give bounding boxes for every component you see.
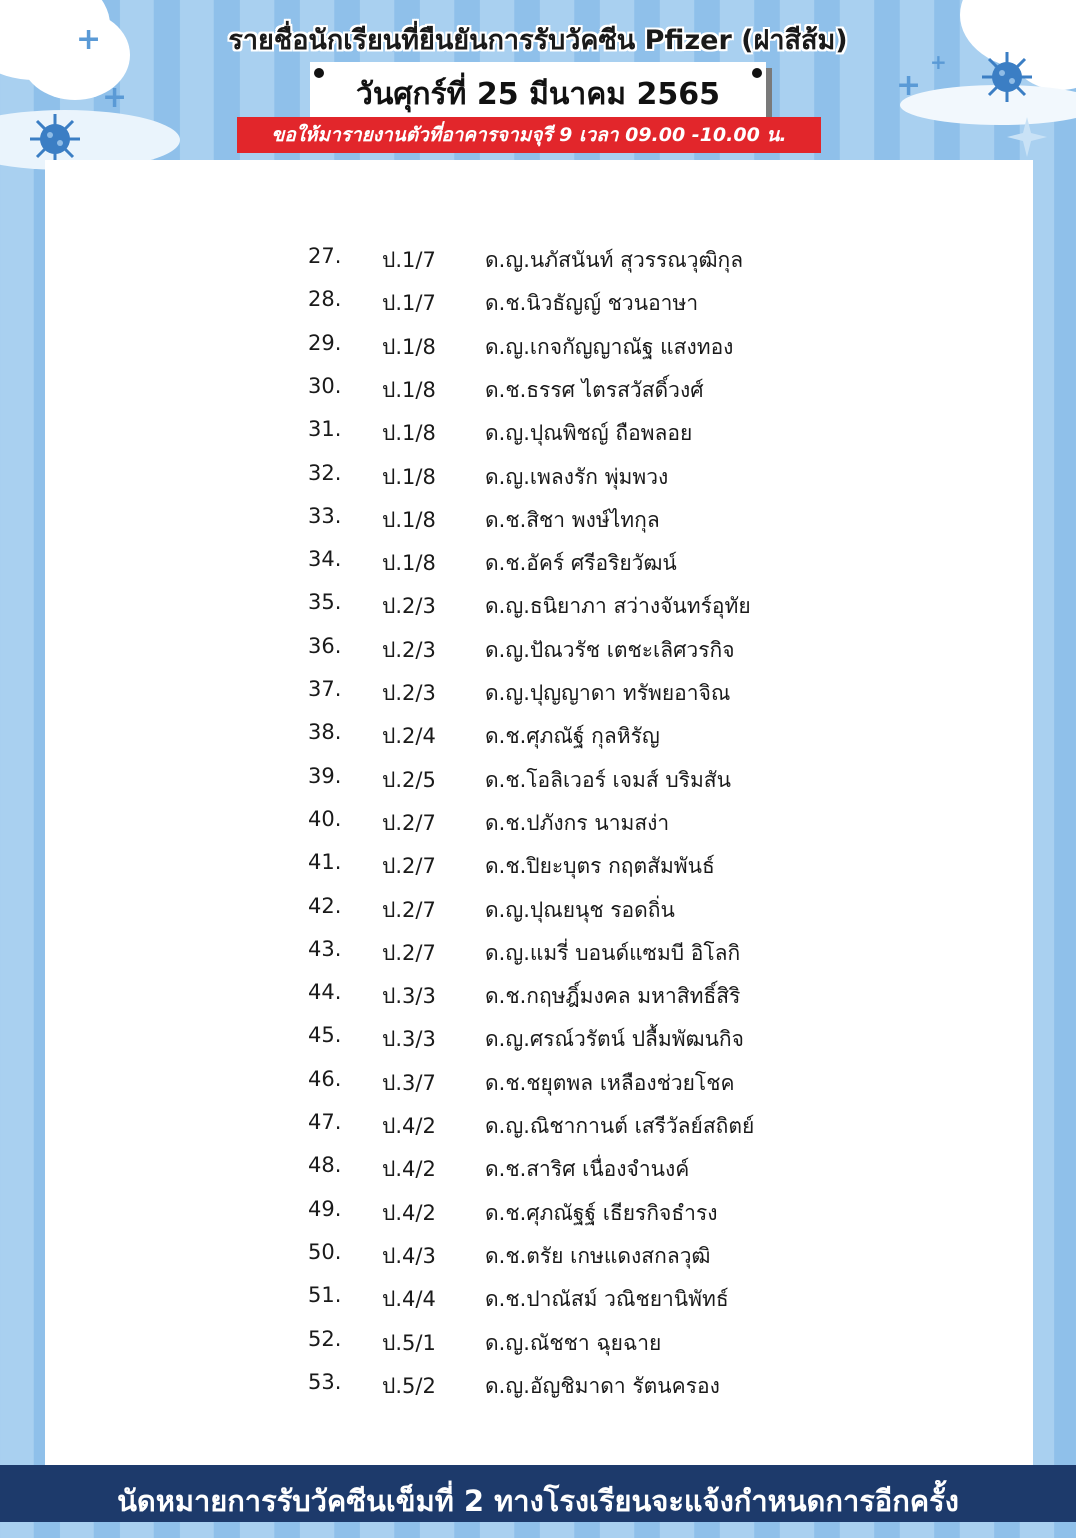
student-list: [45, 160, 1033, 1465]
student-number: 35.: [308, 590, 342, 615]
student-number: 53.: [308, 1369, 342, 1394]
student-number: 33.: [308, 503, 342, 528]
list-item: [45, 1023, 1033, 1063]
student-class: ป.2/4: [382, 724, 436, 749]
student-name: ด.ญ.ปัณวรัช เตชะเลิศวรกิจ: [485, 637, 735, 662]
student-name: ด.ช.กฤษฎิ์มงคล มหาสิทธิ์สิริ: [485, 984, 741, 1009]
student-number: 27.: [308, 244, 342, 268]
student-class: ป.3/3: [382, 1027, 436, 1052]
student-name: ด.ช.ศุภณัฐ์ กุลหิรัญ: [485, 724, 660, 749]
student-number: 29.: [308, 330, 342, 355]
student-name: ด.ญ.เกจกัญญาณัฐ แสงทอง: [485, 334, 734, 359]
plus-sparkle-icon: +: [76, 22, 102, 57]
student-number: 49.: [308, 1196, 342, 1221]
page-title: รายชื่อนักเรียนที่ยืนยันการรับวัคซีน Pfizer (ฝาสีส้ม): [228, 25, 848, 56]
list-item: [45, 720, 1033, 760]
list-item: [45, 1067, 1033, 1107]
student-name: ด.ช.ตรัย เกษแดงสกลวุฒิ: [485, 1243, 711, 1268]
list-item: [45, 1110, 1033, 1150]
list-item: [45, 331, 1033, 371]
student-number: 52.: [308, 1326, 342, 1351]
student-class: ป.4/3: [382, 1243, 436, 1268]
student-number: 44.: [308, 980, 342, 1005]
student-class: ป.1/8: [382, 551, 436, 576]
student-number: 37.: [308, 677, 342, 701]
student-number: 47.: [308, 1110, 342, 1134]
student-class: ป.1/8: [382, 377, 436, 402]
student-number: 36.: [308, 633, 342, 658]
student-number: 51.: [308, 1283, 342, 1308]
student-number: 45.: [308, 1023, 342, 1048]
list-item: [45, 1370, 1033, 1410]
student-class: ป.5/1: [382, 1330, 436, 1355]
list-item: [45, 1327, 1033, 1367]
student-class: ป.4/2: [382, 1200, 436, 1225]
student-class: ป.2/7: [382, 940, 436, 965]
list-item: [45, 677, 1033, 717]
student-name: ด.ญ.ปุณพิชญ์ ถือพลอย: [485, 421, 693, 446]
student-name: ด.ช.ศุภณัฐฐ์ เธียรกิจธำรง: [485, 1200, 718, 1225]
instruction-banner: ขอให้มารายงานตัวที่อาคารจามจุรี 9 เวลา 09.00 -10.00 น.: [237, 117, 821, 153]
student-class: ป.2/3: [382, 681, 436, 705]
student-class: ป.2/3: [382, 594, 436, 619]
student-class: ป.2/7: [382, 897, 436, 922]
student-name: ด.ช.สาริศ เนื่องจำนงค์: [485, 1157, 690, 1182]
student-class: ป.1/8: [382, 507, 436, 532]
student-number: 48.: [308, 1153, 342, 1178]
list-item: [45, 980, 1033, 1020]
student-class: ป.2/7: [382, 854, 436, 879]
plus-sparkle-icon: +: [930, 50, 947, 74]
student-name: ด.ช.อัคร์ ศรีอริยวัฒน์: [485, 551, 677, 576]
student-name: ด.ญ.นภัสนันท์ สุวรรณวุฒิกุล: [485, 248, 744, 272]
list-item: [45, 547, 1033, 587]
student-name: ด.ช.ปิยะบุตร กฤตสัมพันธ์: [485, 854, 715, 879]
student-class: ป.3/3: [382, 984, 436, 1009]
student-class: ป.4/2: [382, 1157, 436, 1182]
list-item: [45, 590, 1033, 630]
student-number: 32.: [308, 460, 342, 485]
student-name: ด.ช.สิชา พงษ์ไทกุล: [485, 507, 660, 532]
student-name: ด.ช.ธรรศ ไตรสวัสดิ์วงศ์: [485, 377, 704, 402]
student-class: ป.1/7: [382, 291, 436, 316]
student-number: 43.: [308, 936, 342, 961]
student-name: ด.ญ.ณิชากานต์ เสรีวัลย์สถิตย์: [485, 1114, 755, 1138]
student-number: 50.: [308, 1239, 342, 1264]
virus-icon: [28, 112, 82, 166]
list-item: [45, 417, 1033, 457]
date-box: [310, 62, 766, 120]
student-name: ด.ช.ปาณัสม์ วณิชยานิพัทธ์: [485, 1287, 729, 1312]
student-class: ป.1/8: [382, 464, 436, 489]
student-class: ป.5/2: [382, 1373, 436, 1398]
student-number: 46.: [308, 1066, 342, 1091]
list-item: [45, 634, 1033, 674]
student-number: 41.: [308, 850, 342, 875]
student-name: ด.ช.ปภังกร นามสง่า: [485, 810, 670, 835]
list-item: [45, 244, 1033, 284]
list-item: [45, 764, 1033, 804]
student-name: ด.ญ.ศรณ์วรัตน์ ปลื้มพัฒนกิจ: [485, 1027, 744, 1052]
list-item: [45, 287, 1033, 327]
plus-sparkle-icon: +: [102, 80, 128, 115]
student-class: ป.2/5: [382, 767, 436, 792]
student-number: 30.: [308, 373, 342, 398]
list-item: [45, 1240, 1033, 1280]
student-name: ด.ญ.เพลงรัก พุ่มพวง: [485, 464, 669, 489]
student-name: ด.ญ.ปุณยนุช รอดถิ่น: [485, 897, 675, 922]
student-name: ด.ญ.อัญชิมาดา รัตนครอง: [485, 1373, 720, 1398]
list-item: [45, 937, 1033, 977]
appointment-date: วันศุกร์ที่ 25 มีนาคม 2565: [356, 77, 720, 112]
student-number: 34.: [308, 547, 342, 572]
student-name: ด.ญ.ปุญญาดา ทรัพยอาจิณ: [485, 681, 731, 705]
student-class: ป.1/7: [382, 248, 436, 272]
list-item: [45, 1197, 1033, 1237]
student-name: ด.ญ.ณัชชา ฉุยฉาย: [485, 1330, 662, 1355]
plus-sparkle-icon: +: [896, 68, 922, 103]
student-number: 42.: [308, 893, 342, 918]
header-banner: [0, 0, 1076, 165]
footer-notice: นัดหมายการรับวัคซีนเข็มที่ 2 ทางโรงเรียนจะแจ้งกำหนดการอีกครั้ง: [0, 1465, 1076, 1522]
student-number: 39.: [308, 763, 342, 788]
student-class: ป.3/7: [382, 1070, 436, 1095]
list-item: [45, 1283, 1033, 1323]
list-item: [45, 850, 1033, 890]
student-class: ป.2/7: [382, 810, 436, 835]
list-item: [45, 894, 1033, 934]
student-number: 28.: [308, 287, 342, 312]
student-class: ป.2/3: [382, 637, 436, 662]
student-class: ป.1/8: [382, 334, 436, 359]
student-number: 31.: [308, 417, 342, 442]
sparkle-icon: [1005, 115, 1049, 159]
list-item: [45, 807, 1033, 847]
student-name: ด.ช.โอลิเวอร์ เจมส์ บริมสัน: [485, 767, 731, 792]
student-class: ป.1/8: [382, 421, 436, 446]
student-class: ป.4/4: [382, 1287, 436, 1312]
list-item: [45, 461, 1033, 501]
student-class: ป.4/2: [382, 1114, 436, 1138]
student-name: ด.ญ.แมรี่ บอนด์แซมบี อิโลกิ: [485, 940, 741, 965]
list-item: [45, 1153, 1033, 1193]
list-item: [45, 504, 1033, 544]
student-name: ด.ช.ชยุตพล เหลืองช่วยโชค: [485, 1070, 735, 1095]
student-name: ด.ญ.ธนิยาภา สว่างจันทร์อุทัย: [485, 594, 751, 619]
student-number: 38.: [308, 720, 342, 745]
student-name: ด.ช.นิวธัญญ์ ชวนอาษา: [485, 291, 699, 316]
student-number: 40.: [308, 806, 342, 831]
list-item: [45, 374, 1033, 414]
